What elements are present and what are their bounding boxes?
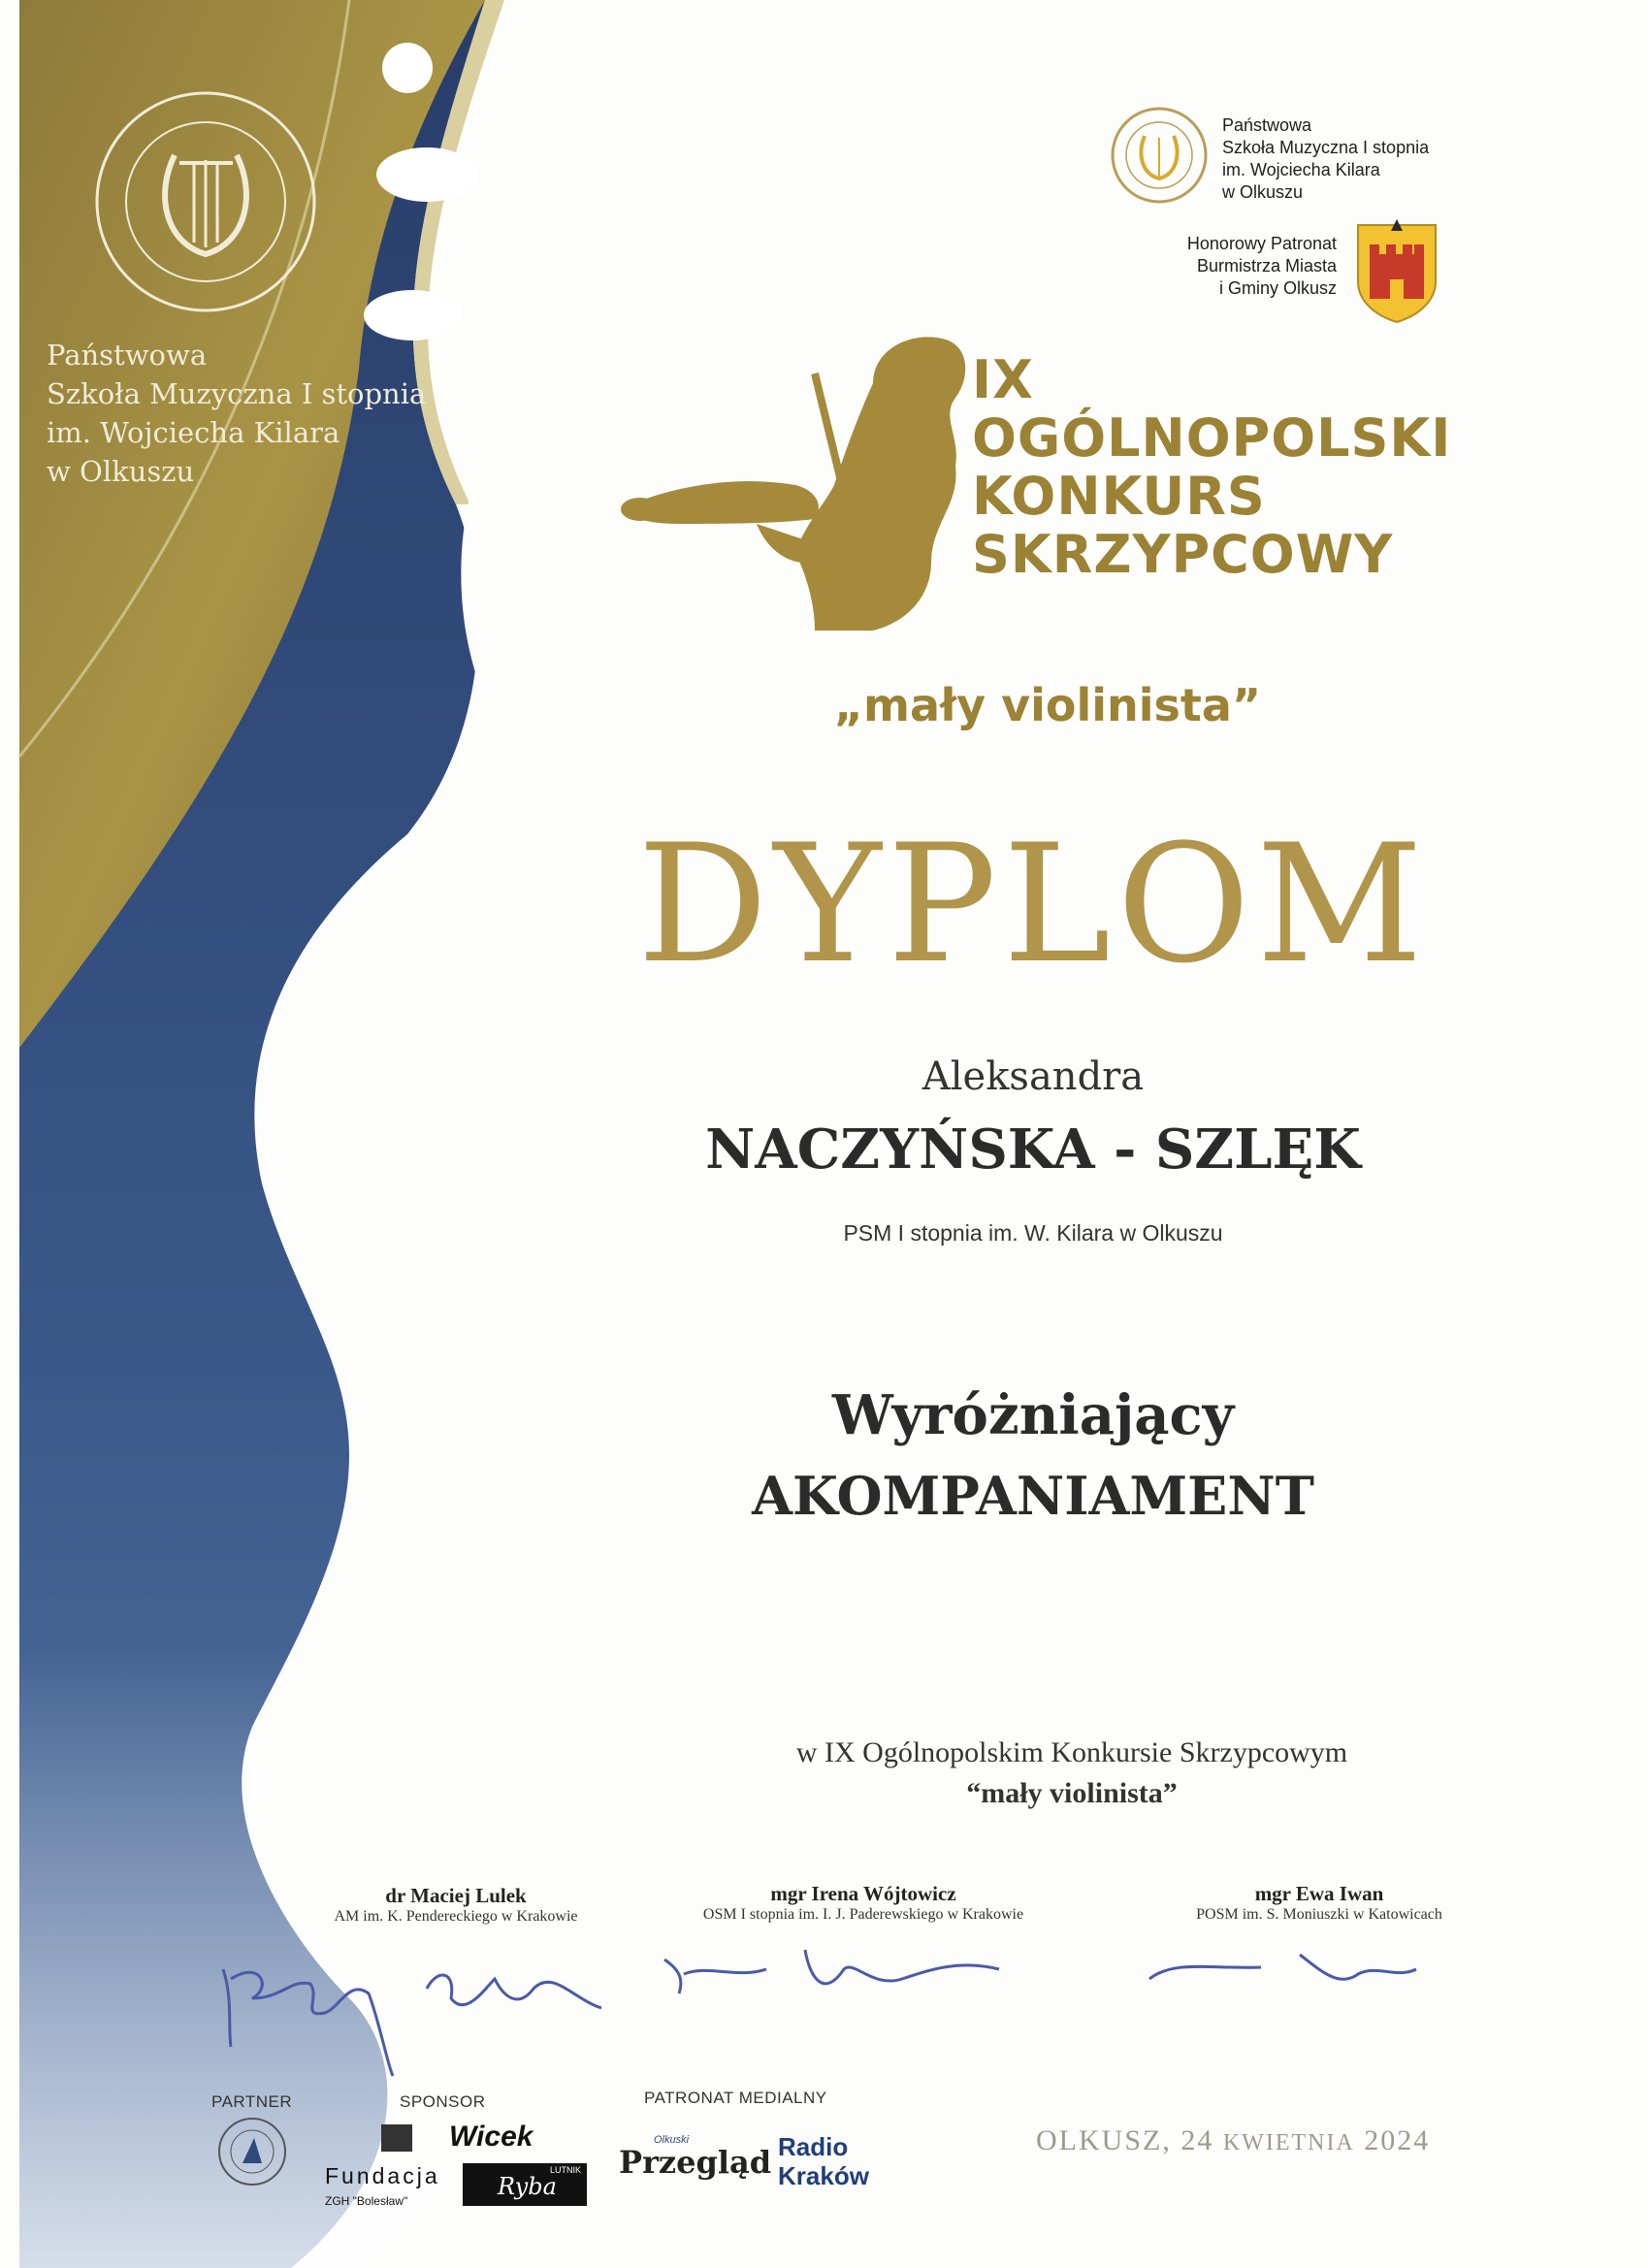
patronage-line-1: Honorowy Patronat <box>1186 234 1337 253</box>
recipient-last-name: NACZYŃSKA - SZLĘK <box>705 1118 1361 1182</box>
judge-2 <box>640 1882 1086 1924</box>
side-school-line-1: Państwowa <box>47 339 208 372</box>
award-line-1: Wyróżniający <box>831 1383 1235 1447</box>
date-year: 2024 <box>1364 2124 1431 2156</box>
judge-2-name: mgr Irena Wójtowicz <box>770 1882 956 1905</box>
diploma-heading: DYPLOM <box>637 809 1429 999</box>
zgh-logo: ZGH "Bolesław" <box>325 2194 408 2208</box>
header-school-line-2: Szkoła Muzyczna I stopnia <box>1222 138 1430 157</box>
fundacja-logo: Fundacja <box>325 2163 440 2188</box>
przeglad-logo: Przegląd <box>619 2144 772 2181</box>
judge-3-name: mgr Ewa Iwan <box>1254 1882 1384 1905</box>
partner-label: PARTNER <box>211 2092 293 2111</box>
diploma-date <box>1036 2124 1430 2157</box>
date-day: 24 <box>1180 2124 1214 2156</box>
contest-title-line-2: OGÓLNOPOLSKI <box>972 407 1452 469</box>
radio-logo-line-2: Kraków <box>778 2161 869 2190</box>
date-city: OLKUSZ, <box>1036 2124 1172 2156</box>
contest-mention-line-1: w IX Ogólnopolskim Konkursie Skrzypcowym <box>795 1736 1348 1768</box>
judge-1-name: dr Maciej Lulek <box>385 1884 527 1907</box>
lutnik-text: LUTNIK <box>549 2165 581 2175</box>
recipient-first-name: Aleksandra <box>922 1054 1145 1099</box>
judge-3 <box>1116 1882 1523 1924</box>
radio-logo-line-1: Radio <box>778 2132 849 2161</box>
contest-mention-line-2: “mały violinista” <box>966 1777 1178 1809</box>
school-seal-header <box>1113 109 1206 202</box>
date-month: KWIETNIA <box>1222 2130 1355 2155</box>
header-school-line-3: im. Wojciecha Kilara <box>1222 160 1380 179</box>
olkusz-coat-of-arms <box>1358 219 1436 322</box>
contest-title <box>972 351 1451 584</box>
media-label: PATRONAT MEDIALNY <box>644 2089 827 2107</box>
contest-title-line-3: KONKURS <box>972 466 1266 527</box>
judge-3-affiliation: POSM im. S. Moniuszki w Katowicach <box>1196 1906 1442 1923</box>
media-logos <box>619 2119 890 2216</box>
side-school-line-2: Szkoła Muzyczna I stopnia <box>47 377 427 410</box>
header-school-line-1: Państwowa <box>1222 115 1312 135</box>
award-line-2: AKOMPANIAMENT <box>752 1465 1314 1527</box>
judge-1-affiliation: AM im. K. Pendereckiego w Krakowie <box>334 1908 578 1925</box>
sponsor-logos <box>325 2121 587 2221</box>
judge-1 <box>242 1884 669 1926</box>
wicek-logo: Wicek <box>449 2121 534 2153</box>
ryba-logo <box>463 2163 587 2206</box>
side-school-line-4: w Olkuszu <box>47 455 195 488</box>
sponsor-label: SPONSOR <box>400 2092 486 2111</box>
contest-title-line-1: IX <box>972 349 1034 410</box>
judge-2-affiliation: OSM I stopnia im. I. J. Paderewskiego w Krakowie <box>702 1906 1024 1923</box>
side-school-name <box>47 336 426 491</box>
przeglad-small-text: Olkuski <box>654 2134 690 2146</box>
patronage-line-3: i Gminy Olkusz <box>1218 278 1337 298</box>
zgh-icon <box>381 2124 412 2152</box>
contest-subtitle: „mały violinista” <box>833 679 1262 731</box>
header-patronage <box>1145 233 1337 300</box>
patronage-line-2: Burmistrza Miasta <box>1196 256 1337 275</box>
side-school-line-3: im. Wojciecha Kilara <box>47 416 340 449</box>
recipient-school: PSM I stopnia im. W. Kilara w Olkuszu <box>843 1220 1223 1246</box>
header-school-line-4: w Olkuszu <box>1222 182 1304 202</box>
ryba-text: Ryba <box>498 2173 557 2200</box>
contest-title-line-4: SKRZYPCOWY <box>972 524 1394 585</box>
header-school-name <box>1222 114 1429 204</box>
